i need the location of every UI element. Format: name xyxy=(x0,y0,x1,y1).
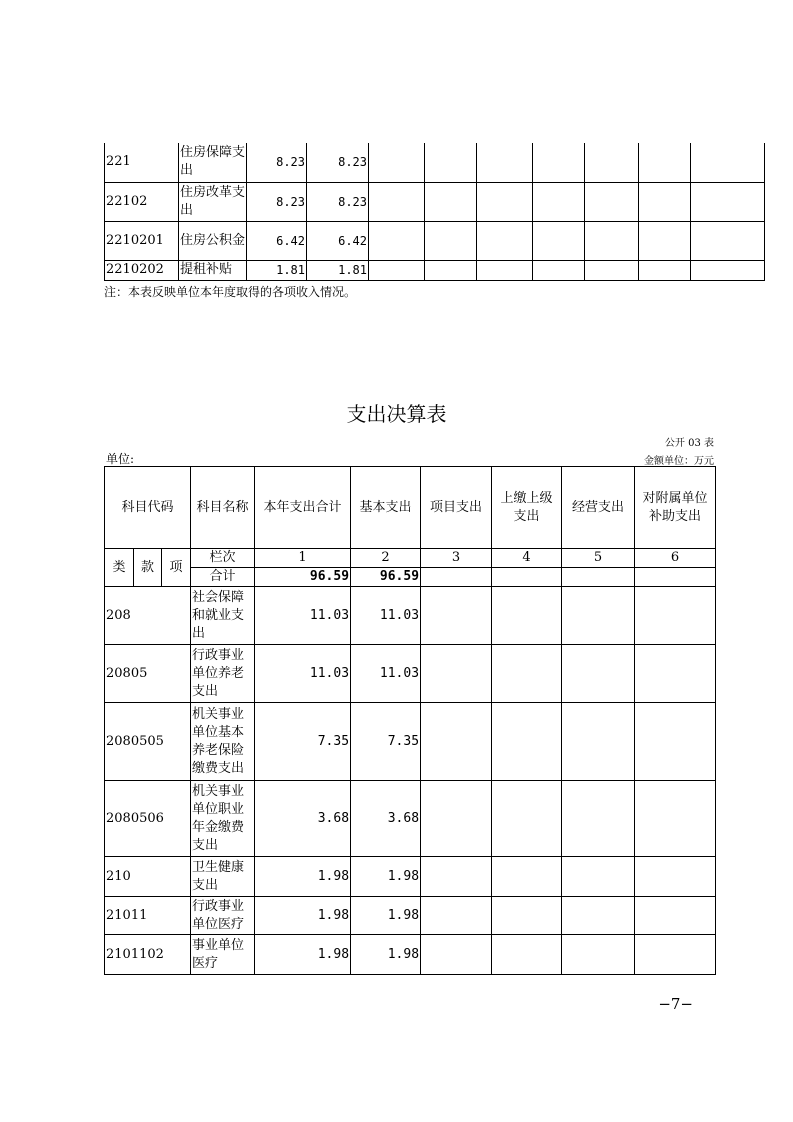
empty-cell xyxy=(691,260,765,280)
empty-cell xyxy=(585,143,639,182)
amount-cell: 3.68 xyxy=(351,781,421,857)
header-project: 项目支出 xyxy=(421,467,492,549)
empty-cell xyxy=(492,781,562,857)
empty-cell xyxy=(421,897,492,935)
empty-cell xyxy=(533,143,585,182)
subject-code: 2080506 xyxy=(105,781,191,857)
empty-cell xyxy=(562,935,635,975)
amount-cell: 1.98 xyxy=(255,935,351,975)
sub-header-kuan: 款 xyxy=(134,549,162,587)
empty-cell xyxy=(635,703,716,781)
subject-name: 行政事业单位养老支出 xyxy=(191,645,255,703)
empty-cell xyxy=(635,587,716,645)
subject-code: 221 xyxy=(105,143,179,182)
empty-cell xyxy=(421,645,492,703)
empty-cell xyxy=(635,645,716,703)
amount-cell: 1.98 xyxy=(351,857,421,897)
subject-code: 2101102 xyxy=(105,935,191,975)
sub-header-lanci: 栏次 xyxy=(191,549,255,568)
table-row xyxy=(105,781,716,857)
money-unit: 金额单位：万元 xyxy=(644,456,714,467)
empty-cell xyxy=(562,781,635,857)
amount-cell: 8.23 xyxy=(307,182,369,221)
empty-cell xyxy=(369,260,425,280)
amount-cell: 8.23 xyxy=(247,182,307,221)
table-row xyxy=(105,703,716,781)
empty-cell xyxy=(421,587,492,645)
empty-cell xyxy=(585,221,639,260)
header-subsidy: 对附属单位补助支出 xyxy=(635,467,716,549)
empty-cell xyxy=(425,182,477,221)
amount-cell: 8.23 xyxy=(247,143,307,182)
empty-cell xyxy=(639,143,691,182)
empty-cell xyxy=(492,897,562,935)
table-row xyxy=(105,897,716,935)
empty-cell xyxy=(635,857,716,897)
empty-cell xyxy=(421,703,492,781)
table-row xyxy=(105,587,716,645)
subject-name: 住房保障支出 xyxy=(179,143,247,182)
subject-name: 提租补贴 xyxy=(179,260,247,280)
header-row xyxy=(105,467,716,549)
income-table-tail xyxy=(104,143,765,281)
empty-cell xyxy=(369,182,425,221)
col-number: 3 xyxy=(421,549,492,568)
empty-cell xyxy=(585,182,639,221)
amount-cell: 1.81 xyxy=(247,260,307,280)
empty-cell xyxy=(492,568,562,587)
subject-code: 22102 xyxy=(105,182,179,221)
empty-cell xyxy=(691,182,765,221)
empty-cell xyxy=(477,260,533,280)
amount-cell: 6.42 xyxy=(247,221,307,260)
form-number: 公开 03 表 xyxy=(664,438,714,449)
empty-cell xyxy=(562,568,635,587)
empty-cell xyxy=(562,645,635,703)
table-row xyxy=(105,260,765,280)
empty-cell xyxy=(533,221,585,260)
header-code: 科目代码 xyxy=(105,467,191,549)
table-row xyxy=(105,645,716,703)
empty-cell xyxy=(635,568,716,587)
empty-cell xyxy=(562,897,635,935)
total-basic: 96.59 xyxy=(351,568,421,587)
amount-cell: 11.03 xyxy=(351,645,421,703)
amount-cell: 1.98 xyxy=(255,897,351,935)
empty-cell xyxy=(639,221,691,260)
empty-cell xyxy=(492,703,562,781)
empty-cell xyxy=(369,221,425,260)
empty-cell xyxy=(477,221,533,260)
subject-code: 21011 xyxy=(105,897,191,935)
empty-cell xyxy=(639,260,691,280)
empty-cell xyxy=(421,857,492,897)
table-row xyxy=(105,182,765,221)
subject-code: 208 xyxy=(105,587,191,645)
amount-cell: 11.03 xyxy=(351,587,421,645)
empty-cell xyxy=(492,645,562,703)
subject-name: 卫生健康支出 xyxy=(191,857,255,897)
sub-header-lei: 类 xyxy=(105,549,134,587)
empty-cell xyxy=(425,260,477,280)
col-number: 5 xyxy=(562,549,635,568)
empty-cell xyxy=(421,781,492,857)
subject-code: 2210201 xyxy=(105,221,179,260)
empty-cell xyxy=(691,221,765,260)
empty-cell xyxy=(477,143,533,182)
sub-header-xiang: 项 xyxy=(162,549,191,587)
empty-cell xyxy=(562,857,635,897)
empty-cell xyxy=(585,260,639,280)
table-note: 注：本表反映单位本年度取得的各项收入情况。 xyxy=(104,285,357,299)
subject-name: 住房公积金 xyxy=(179,221,247,260)
empty-cell xyxy=(425,221,477,260)
amount-cell: 1.98 xyxy=(351,897,421,935)
subject-name: 机关事业单位职业年金缴费支出 xyxy=(191,781,255,857)
amount-cell: 1.98 xyxy=(255,857,351,897)
table-row xyxy=(105,143,765,182)
page-number: −7− xyxy=(658,995,693,1013)
empty-cell xyxy=(533,260,585,280)
header-basic: 基本支出 xyxy=(351,467,421,549)
page-title: 支出决算表 xyxy=(346,402,447,426)
empty-cell xyxy=(562,587,635,645)
expense-table xyxy=(104,466,716,975)
unit-label: 单位: xyxy=(106,452,135,466)
total-row xyxy=(105,568,716,587)
empty-cell xyxy=(635,781,716,857)
amount-cell: 1.98 xyxy=(351,935,421,975)
header-business: 经营支出 xyxy=(562,467,635,549)
empty-cell xyxy=(639,182,691,221)
col-number: 1 xyxy=(255,549,351,568)
empty-cell xyxy=(492,587,562,645)
subject-name: 机关事业单位基本养老保险缴费支出 xyxy=(191,703,255,781)
amount-cell: 11.03 xyxy=(255,645,351,703)
header-upper: 上缴上级支出 xyxy=(492,467,562,549)
col-number: 4 xyxy=(492,549,562,568)
total-label: 合计 xyxy=(191,568,255,587)
table-row xyxy=(105,857,716,897)
amount-cell: 6.42 xyxy=(307,221,369,260)
total-amount: 96.59 xyxy=(255,568,351,587)
amount-cell: 3.68 xyxy=(255,781,351,857)
subject-name: 事业单位医疗 xyxy=(191,935,255,975)
column-number-row xyxy=(105,549,716,568)
empty-cell xyxy=(492,935,562,975)
empty-cell xyxy=(533,182,585,221)
empty-cell xyxy=(477,182,533,221)
subject-code: 2080505 xyxy=(105,703,191,781)
subject-name: 行政事业单位医疗 xyxy=(191,897,255,935)
amount-cell: 7.35 xyxy=(255,703,351,781)
table-row xyxy=(105,935,716,975)
empty-cell xyxy=(562,703,635,781)
col-number: 2 xyxy=(351,549,421,568)
header-name: 科目名称 xyxy=(191,467,255,549)
subject-code: 20805 xyxy=(105,645,191,703)
amount-cell: 11.03 xyxy=(255,587,351,645)
empty-cell xyxy=(635,935,716,975)
subject-name: 住房改革支出 xyxy=(179,182,247,221)
table-row xyxy=(105,221,765,260)
col-number: 6 xyxy=(635,549,716,568)
subject-code: 2210202 xyxy=(105,260,179,280)
empty-cell xyxy=(691,143,765,182)
empty-cell xyxy=(425,143,477,182)
amount-cell: 1.81 xyxy=(307,260,369,280)
empty-cell xyxy=(492,857,562,897)
subject-name: 社会保障和就业支出 xyxy=(191,587,255,645)
header-total: 本年支出合计 xyxy=(255,467,351,549)
empty-cell xyxy=(635,897,716,935)
empty-cell xyxy=(421,935,492,975)
subject-code: 210 xyxy=(105,857,191,897)
empty-cell xyxy=(369,143,425,182)
empty-cell xyxy=(421,568,492,587)
amount-cell: 8.23 xyxy=(307,143,369,182)
amount-cell: 7.35 xyxy=(351,703,421,781)
